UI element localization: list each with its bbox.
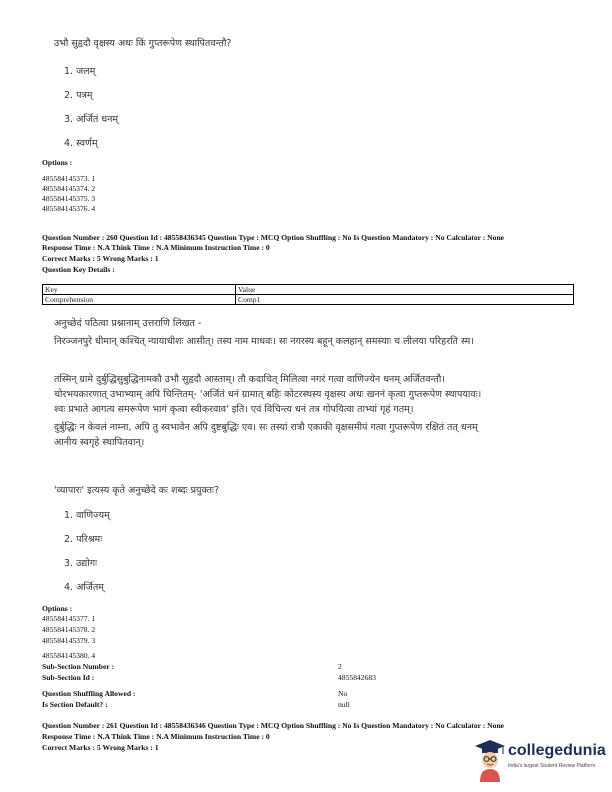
option-3: 3. उद्योगः — [64, 558, 98, 569]
passage-paragraph-3: दुर्बुद्धिः न केवलं नाम्ना, अपि तु स्वभावेन अपि दुष्टबुद्धिः एव। सः तस्यां रात्रौ एकाकी वृक्षसमीपं गत्वा गुप्तरूपेण रक्षितं तत् धनम् आनीय स्वगृहे स्थापितवान्। — [54, 422, 478, 448]
option-id: 485584145380. 4 — [42, 651, 96, 660]
marks: Correct Marks : 5 Wrong Marks : 1 — [42, 743, 159, 752]
passage-paragraph-1: निरञ्जनपुरे धीमान् कश्चित् न्यायाधीशः आसीत्। तस्य नाम माधवः। सः नगरस्य बहून् कलहान् समस्याः च लीलया परिहरति स्म। — [54, 336, 474, 347]
option-4: 4. स्वर्णम् — [64, 138, 98, 149]
graduate-mascot-icon — [474, 738, 506, 782]
default-value: null — [338, 700, 350, 709]
option-1: 1. जलम् — [64, 66, 96, 77]
logo-wordmark: collegedunia — [508, 742, 606, 759]
subsection-number-label: Sub-Section Number : — [42, 662, 115, 671]
options-label: Options : — [42, 604, 73, 613]
response-time: Response Time : N.A Think Time : N.A Minimum Instruction Time : 0 — [42, 732, 270, 741]
option-1: 1. वाणिज्यम् — [64, 510, 110, 521]
key-value-table — [42, 284, 574, 305]
question-text: 'व्यापारः' इत्यस्य कृते अनुच्छेदे कः शब्दः प्रयुक्तः? — [54, 485, 219, 496]
passage-instruction: अनुच्छेदं पठित्वा प्रश्नानाम् उत्तराणि लिखत - — [54, 318, 202, 329]
question-header: Question Number : 261 Question Id : 48558436346 Question Type : MCQ Option Shuffling : No Is Question Mandatory : No Calculator : None — [42, 721, 505, 730]
subsection-id-value: 4855842683 — [338, 673, 376, 682]
value-cell: Comp1 — [236, 295, 574, 305]
question-text: उभौ सुहृदौ वृक्षस्य अधः किं गुप्तरूपेण स्थापितवन्तौ? — [54, 38, 232, 49]
logo-tagline: India's largest Student Review Platform — [508, 763, 596, 769]
key-header: Key — [43, 285, 236, 295]
shuffle-label: Question Shuffling Allowed : — [42, 689, 136, 698]
subsection-number-value: 2 — [338, 662, 342, 671]
option-id: 485584145375. 3 — [42, 194, 96, 203]
option-3: 3. अर्जितं धनम् — [64, 114, 119, 125]
collegedunia-logo — [474, 738, 610, 784]
option-id: 485584145378. 2 — [42, 625, 96, 634]
key-cell: Comprehension — [43, 295, 236, 305]
passage-paragraph-2: तस्मिन् ग्रामे दुर्बुद्धिसुबुद्धिनामकौ उभौ सुहृदौ आस्ताम्। तौ कदाचित् मिलित्वा नगरं गत्वा वाणिज्येन धनम् अर्जितवन्तौ। चोरभयकारणात् उभाभ्याम् अपि चिन्तितम्- 'अर्जितं धनं ग्रामात् बहिः कोटरस्थस्य वृक्षस्य अधः खननं कृत्वा गुप्तरूपेण स्थापयावः। श्वः प्रभाते आगत्य समरूपेण भागं कृत्वा स्वीकरवाव' इति। एवं विचिन्त्य धनं तत्र गोपयित्वा ताभ्यां गृहं गतम्। — [54, 374, 482, 415]
subsection-id-label: Sub-Section Id : — [42, 673, 95, 682]
value-header: Value — [236, 285, 574, 295]
options-label: Options : — [42, 158, 73, 167]
option-id: 485584145379. 3 — [42, 636, 96, 645]
response-time: Response Time : N.A Think Time : N.A Minimum Instruction Time : 0 — [42, 243, 270, 252]
option-id: 485584145374. 2 — [42, 184, 96, 193]
option-2: 2. परिश्रमः — [64, 534, 103, 545]
marks: Correct Marks : 5 Wrong Marks : 1 — [42, 254, 159, 263]
default-label: Is Section Default? : — [42, 700, 108, 709]
option-2: 2. पत्रम् — [64, 90, 93, 101]
question-header: Question Number : 260 Question Id : 48558436345 Question Type : MCQ Option Shuffling : No Is Question Mandatory : No Calculator : None — [42, 233, 505, 242]
shuffle-value: No — [338, 689, 348, 698]
option-id: 485584145377. 1 — [42, 614, 96, 623]
option-id: 485584145376. 4 — [42, 204, 96, 213]
option-id: 485584145373. 1 — [42, 174, 96, 183]
key-details-label: Question Key Details : — [42, 265, 115, 274]
option-4: 4. अर्जितम् — [64, 582, 104, 593]
